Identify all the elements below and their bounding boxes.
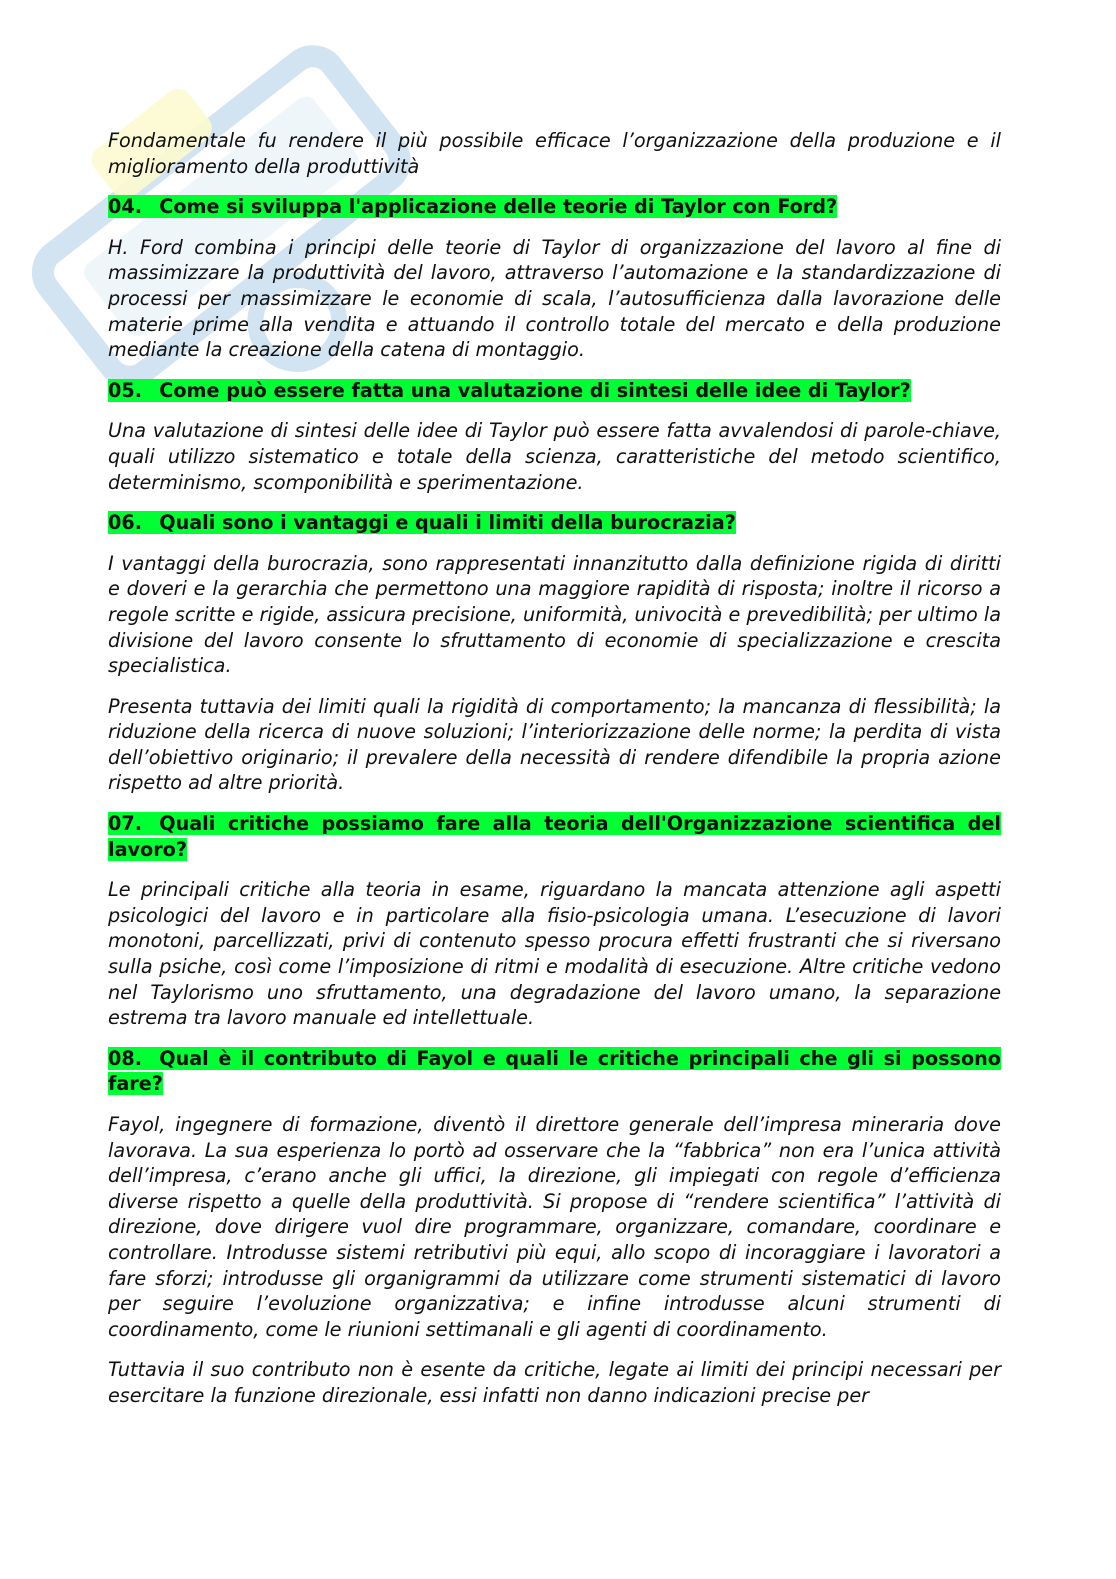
question-highlight — [108, 379, 911, 402]
answer-paragraph: I vantaggi della burocrazia, sono rappresentati innanzitutto dalla definizione rigida di diritti e doveri e la gerarchia che permettono una maggiore rapidità di risposta; inoltre il ricorso a regole scritte e rigide, assicura precisione, uniformità, univocità e prevedibilità; per ultimo la divisione del lavoro consente lo sfruttamento di economie di specializzazione e crescita specialistica. — [108, 551, 1001, 678]
question-text: Come può essere fatta una valutazione di sintesi delle idee di Taylor? — [159, 378, 911, 402]
answer-paragraph: H. Ford combina i principi delle teorie di Taylor di organizzazione del lavoro al fine di massimizzare la produttività del lavoro, attraverso l’automazione e la standardizzazione di processi per massimizzare le economie di scala, l’autosufficienza dalla lavorazione delle materie prime alla vendita e attuando il controllo totale del mercato e della produzione mediante la creazione della catena di montaggio. — [108, 235, 1001, 362]
question-highlight — [108, 195, 837, 218]
question-number: 05. — [108, 378, 142, 402]
question-06 — [108, 510, 1001, 536]
question-number: 06. — [108, 511, 142, 535]
answer-paragraph: Le principali critiche alla teoria in esame, riguardano la mancata attenzione agli aspetti psicologici del lavoro e in particolare alla fisio-psicologia umana. L’esecuzione di lavori monotoni, parcellizzati, privi di contenuto spesso procura effetti frustranti che si riversano sulla psiche, così come l’imposizione di ritmi e modalità di esecuzione. Altre critiche vedono nel Taylorismo uno sfruttamento, una degradazione del lavoro umano, la separazione estrema tra lavoro manuale ed intellettuale. — [108, 878, 1001, 1030]
question-number: 08. — [108, 1046, 142, 1070]
answer-paragraph: Fondamentale fu rendere il più possibile efficace l’organizzazione della produzione e il miglioramento della produttività — [108, 129, 1001, 178]
question-highlight — [108, 511, 736, 534]
answer-paragraph: Tuttavia il suo contributo non è esente da critiche, legate ai limiti dei principi necessari per esercitare la funzione direzionale, essi infatti non danno indicazioni precise per — [108, 1358, 1001, 1407]
question-text: Quali sono i vantaggi e quali i limiti della burocrazia? — [159, 511, 736, 535]
question-05 — [108, 378, 1001, 404]
question-text: Come si sviluppa l'applicazione delle teorie di Taylor con Ford? — [159, 195, 838, 219]
question-07 — [108, 811, 1001, 862]
question-08 — [108, 1046, 1001, 1097]
answer-paragraph: Fayol, ingegnere di formazione, diventò il direttore generale dell’impresa mineraria dove lavorava. La sua esperienza lo portò ad osservare che la “fabbrica” non era l’unica attività dell’impresa, c’erano anche gli uffici, la direzione, gli impiegati con regole d’efficienza diverse rispetto a quelle della produttività. Si propose di “rendere scientifica” l’attività di direzione, dove dirigere vuol dire programmare, organizzare, comandare, coordinare e controllare. Introdusse sistemi retributivi più equi, allo scopo di incoraggiare i lavoratori a fare sforzi; introdusse gli organigrammi da utilizzare come strumenti sistematici di lavoro per seguire l’evoluzione organizzativa; e infine introdusse alcuni strumenti di coordinamento, come le riunioni settimanali e gli agenti di coordinamento. — [108, 1113, 1001, 1341]
question-highlight — [108, 812, 1001, 861]
answer-paragraph: Presenta tuttavia dei limiti quali la rigidità di comportamento; la mancanza di flessibilità; la riduzione della ricerca di nuove soluzioni; l’interiorizzazione delle norme; la perdita di vista dell’obiettivo originario; il prevalere della necessità di rendere difendibile la propria azione rispetto ad altre priorità. — [108, 694, 1001, 795]
answer-paragraph: Una valutazione di sintesi delle idee di Taylor può essere fatta avvalendosi di parole-chiave, quali utilizzo sistematico e totale della scienza, caratteristiche del metodo scientifico, determinismo, scomponibilità e sperimentazione. — [108, 419, 1001, 494]
document-content — [108, 128, 1001, 1424]
question-highlight — [108, 1047, 1001, 1096]
question-number: 04. — [108, 195, 142, 219]
question-text: Quali critiche possiamo fare alla teoria dell'Organizzazione scientifica del lavoro? — [108, 812, 1001, 861]
question-number: 07. — [108, 812, 142, 836]
question-text: Qual è il contributo di Fayol e quali le critiche principali che gli si possono fare? — [108, 1046, 1001, 1096]
question-04 — [108, 194, 1001, 220]
